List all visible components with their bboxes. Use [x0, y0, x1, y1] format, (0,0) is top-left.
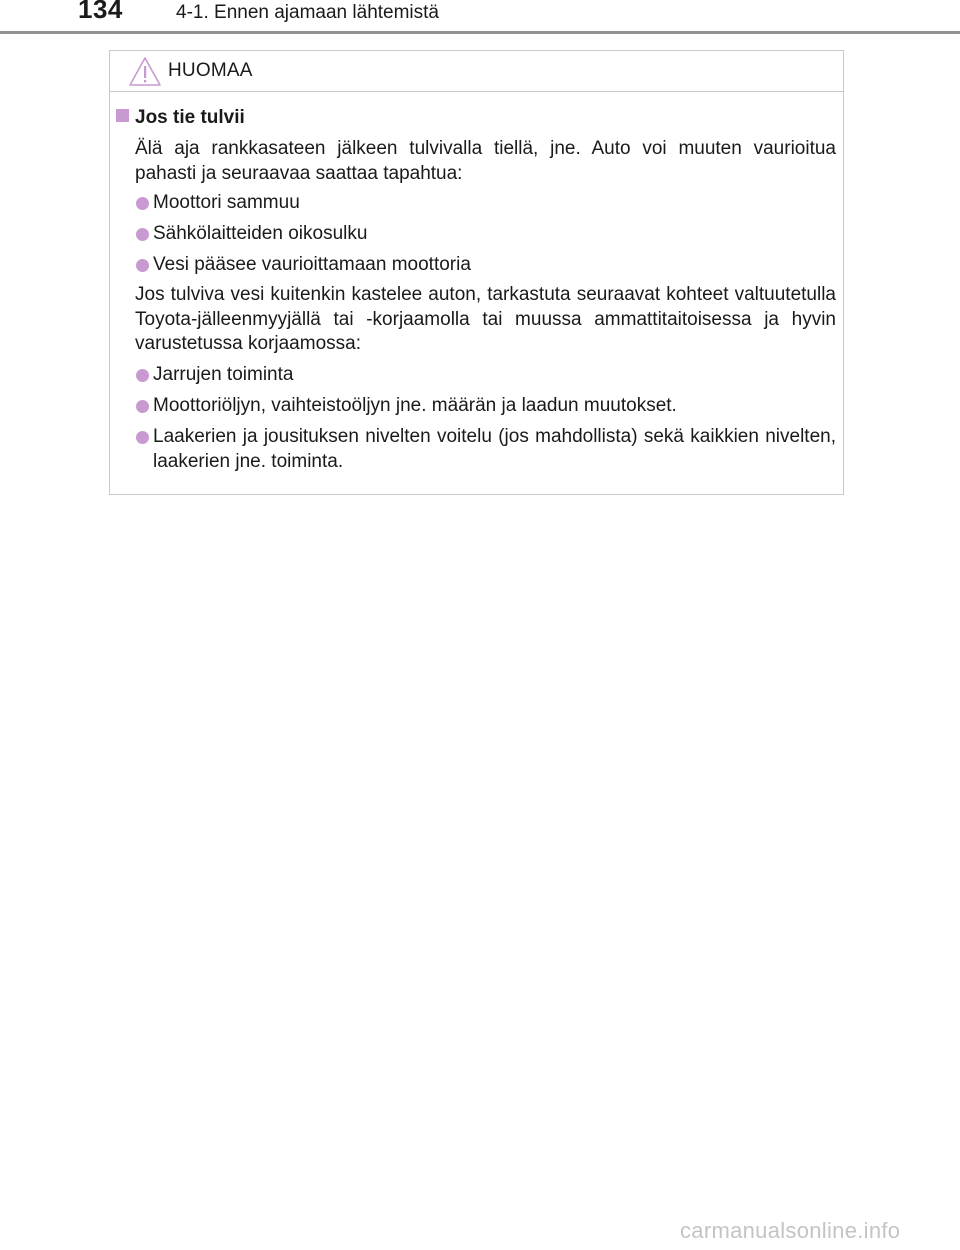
notice-header	[110, 51, 843, 92]
page-header	[0, 0, 960, 36]
list-item: Jarrujen toiminta	[135, 363, 836, 388]
notice-box	[109, 50, 844, 495]
notice-heading-row	[116, 107, 245, 129]
bullet-dot-icon	[136, 197, 149, 210]
bullet-dot-icon	[136, 259, 149, 272]
list-item: Laakerien ja jousituksen nivelten voitelu (jos mahdollista) sekä kaikkien nivelten, laakerien jne. toiminta.	[135, 425, 836, 474]
section-title: 4-1. Ennen ajamaan lähtemistä	[176, 2, 439, 23]
list-item: Vesi pääsee vaurioittamaan moottoria	[135, 253, 836, 278]
page-number: 134	[78, 0, 123, 24]
list-item: Moottoriöljyn, vaihteistoöljyn jne. määrän ja laadun muutokset.	[135, 394, 836, 419]
bullet-dot-icon	[136, 228, 149, 241]
square-bullet-icon	[116, 109, 129, 122]
bullet-dot-icon	[136, 400, 149, 413]
notice-heading: Jos tie tulvii	[135, 107, 245, 128]
inspection-paragraph: Jos tulviva vesi kuitenkin kastelee auton, tarkastuta seuraavat kohteet valtuutetulla Toyota-jälleenmyyjällä tai -korjaamolla tai muussa ammattitaitoisessa ja hyvin varustetussa korjaamossa:	[135, 284, 836, 354]
list-item: Moottori sammuu	[135, 191, 836, 216]
notice-label: HUOMAA	[168, 60, 253, 81]
list-item: Sähkölaitteiden oikosulku	[135, 222, 836, 247]
header-rule	[0, 31, 960, 34]
watermark-link[interactable]: carmanualsonline.info	[680, 1218, 901, 1243]
intro-paragraph: Älä aja rankkasateen jälkeen tulvivalla tiellä, jne. Auto voi muuten vaurioitua pahasti ja seuraavaa saattaa tapahtua:	[135, 138, 836, 184]
bullet-dot-icon	[136, 369, 149, 382]
warning-triangle-icon	[128, 56, 162, 88]
bullet-dot-icon	[136, 431, 149, 444]
